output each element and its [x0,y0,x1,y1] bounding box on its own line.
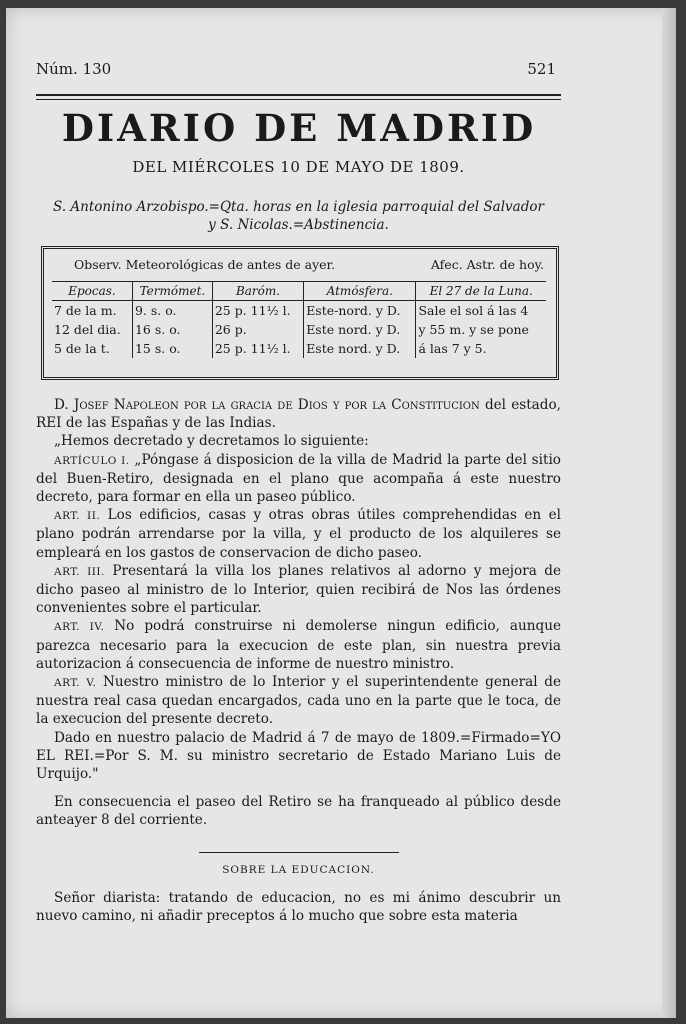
notice-paragraph: En consecuencia el paseo del Retiro se ha franqueado al público desde anteayer 8 del corriente. [36,794,561,829]
issue-number: Núm. 130 [36,60,112,78]
article-text: Nuestro ministro de lo Interior y el superintendente general de nuestra real casa quedan encargados, cada uno en la parte que le toca, de la execucion del presente decreto. [36,674,562,728]
section-divider [199,852,399,853]
cell-luna: Sale el sol á las 4 [416,301,546,321]
cell-barometro: 26 p. [212,320,303,339]
table-row [52,301,546,321]
cell-luna: á las 7 y 5. [416,339,546,358]
spacer [36,783,561,793]
col-luna: El 27 de la Luna. [416,282,546,301]
cell-epoca: 7 de la m. [54,303,117,318]
cell-atmosfera: Este nord. y D. [304,320,416,339]
header-rule-bottom [36,99,561,100]
article-label: ART. III. [54,565,105,578]
dateline: DEL MIÉRCOLES 10 DE MAYO DE 1809. [132,158,465,176]
meteorology-header [44,257,556,277]
section-text: Señor diarista: tratando de educacion, no es mi ánimo descubrir un nuevo camino, ni añadir preceptos á lo mucho que sobre esta materia [36,889,561,925]
article-label: ART. V. [54,677,97,690]
article-label: ART. IV. [54,621,105,634]
newspaper-page [6,8,676,1018]
meteorology-title: Observ. Meteorológicas de antes de ayer. [74,257,336,272]
meteorology-box [41,246,559,380]
article-5 [36,673,561,729]
decree-signature: Dado en nuestro palacio de Madrid á 7 de mayo de 1809.=Firmado=YO EL REI.=Por S. M. su ministro secretario de Estado Mariano Luis de Urquijo." [36,729,561,783]
article-text: Presentará la villa los planes relativos al adorno y mejora de dicho paseo al ministro de lo Interior, quien recibirá de Nos las órdenes convenientes sobre el particular. [36,562,561,617]
article-2 [36,506,561,562]
page-number: 521 [527,60,556,78]
table-row [52,320,546,339]
page-gutter [662,8,676,1018]
cell-barometro: 25 p. 11½ l. [212,339,303,358]
decree-intro-rest: del estado, REI de las Españas y de las Indias. [36,397,561,432]
decree-intro [36,396,561,432]
cell-epoca: 12 del dia. [54,322,121,337]
article-text: „Póngase á disposicion de la villa de Madrid la parte del sitio del Buen-Retiro, designada en el plano que acompaña á este nuestro decreto, para formar en ella un paseo público. [36,451,561,506]
article-4 [36,617,561,673]
table-row [52,339,546,358]
cell-atmosfera: Este nord. y D. [304,339,416,358]
saints-of-the-day [36,198,561,234]
meteorology-header-row [52,282,546,301]
article-label: ARTÍCULO I. [54,454,130,467]
astronomy-title: Afec. Astr. de hoy. [430,257,544,272]
col-atmosfera: Atmósfera. [304,282,416,301]
cell-termometro: 16 s. o. [132,320,212,339]
cell-epoca: 5 de la t. [54,341,110,356]
header-rule-top [36,94,561,96]
cell-termometro: 15 s. o. [132,339,212,358]
article-1 [36,451,561,507]
article-text: No podrá construirse ni demolerse ningun edificio, aunque parezca necesario para la execucion de este plan, sin nuestra previa autorizacion á consecuencia de informe de nuestro ministro. [36,618,561,672]
meteorology-table [52,281,546,358]
saints-line-1: S. Antonino Arzobispo.=Qta. horas en la iglesia parroquial del Salvador [53,199,544,215]
article-body [36,396,561,925]
saints-line-2: y S. Nicolas.=Abstinencia. [208,217,389,233]
col-barometro: Baróm. [212,282,303,301]
article-3 [36,562,561,618]
col-epocas: Epocas. [52,282,132,301]
decree-decreed: „Hemos decretado y decretamos lo siguiente: [54,433,369,450]
article-label: ART. II. [54,510,101,523]
cell-termometro: 9. s. o. [132,301,212,321]
cell-atmosfera: Este-nord. y D. [304,301,416,321]
masthead-title: DIARIO DE MADRID [61,106,537,150]
cell-luna: y 55 m. y se pone [416,320,546,339]
article-text: Los edificios, casas y otras obras útiles comprehendidas en el plano podrán arrendarse por la villa, y el producto de los alquileres se empleará en los gastos de conservacion de dicho paseo. [36,507,561,561]
col-termometro: Termómet. [132,282,212,301]
section-title: SOBRE LA EDUCACION. [222,863,375,876]
decree-intro-name: D. Josef Napoleon por la gracia de Dios y por la Constitucion [54,397,480,413]
cell-barometro: 25 p. 11½ l. [212,301,303,321]
